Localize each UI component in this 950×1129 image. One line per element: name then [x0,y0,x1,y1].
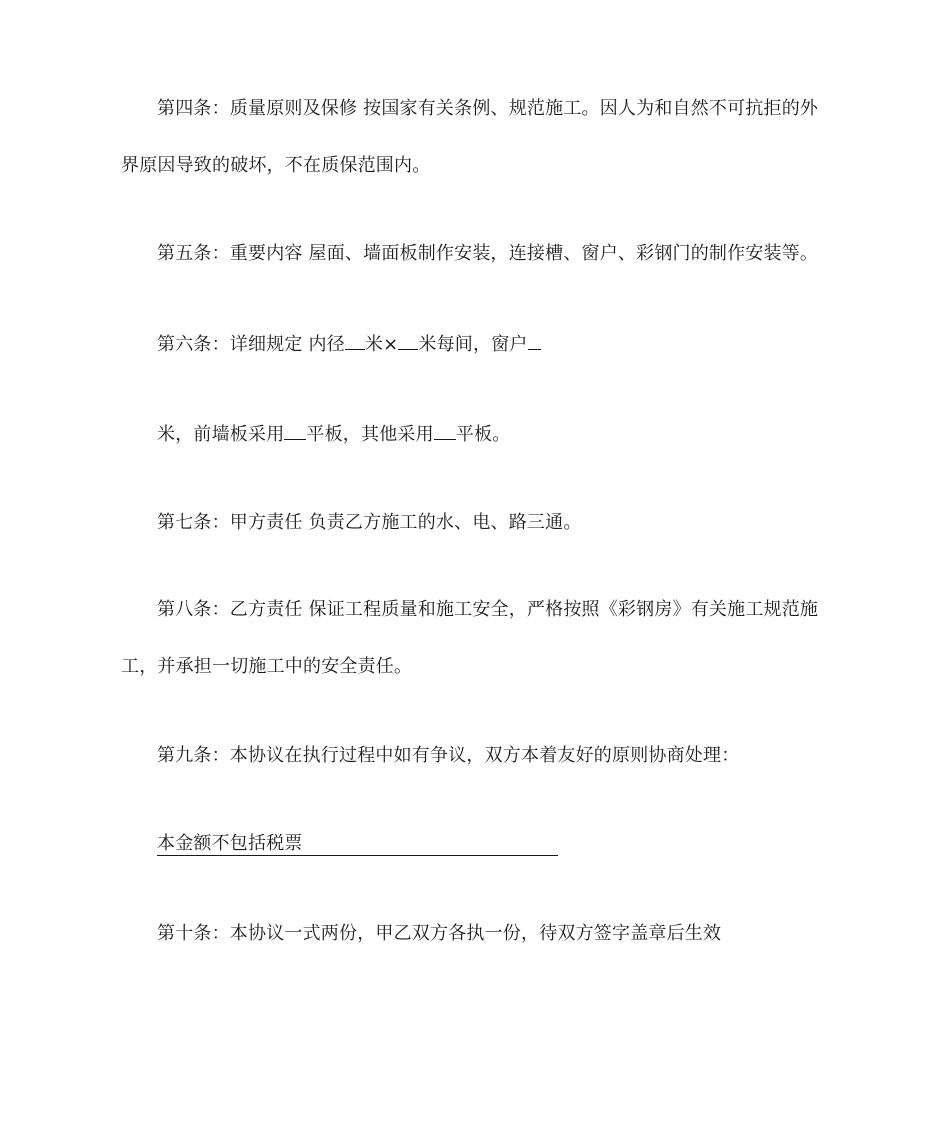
clause-4-line-1: 第四条：质量原则及保修 按国家有关条例、规范施工。因人为和自然不可抗拒的外 [157,98,819,119]
clause-6-text-d: 米，前墙板采用 [157,424,285,445]
clause-6-line-2 [157,423,510,446]
clause-5-line-1: 第五条：重要内容 屋面、墙面板制作安装，连接槽、窗户、彩钢门的制作安装等。 [157,243,819,264]
clause-8-line-2: 工，并承担一切施工中的安全责任。 [121,656,413,677]
clause-6-text-c: 米每间，窗户 [418,334,528,355]
clause-9-line-1: 第九条：本协议在执行过程中如有争议，双方本着友好的原则协商处理： [157,745,740,766]
clause-4-line-2: 界原因导致的破坏，不在质保范围内。 [121,155,431,176]
clause-6-line-1 [157,333,541,356]
clause-6-text-b: 米× [364,334,399,355]
blank-front-panel [284,423,306,440]
clause-6-text-e: 平板，其他采用 [306,424,434,445]
clause-10-line-1: 第十条：本协议一式两份，甲乙双方各执一份，待双方签字盖章后生效 [157,923,722,944]
blank-inner-length [345,333,365,350]
blank-other-panel [434,423,456,440]
blank-inner-width [398,333,418,350]
clause-6-text-a: 第六条：详细规定 内径 [157,334,345,355]
clause-8-line-1: 第八条：乙方责任 保证工程质量和施工安全，严格按照《彩钢房》有关施工规范施 [157,599,819,620]
clause-9-underlined-note: 本金额不包括税票 [157,833,558,856]
clause-7-line-1: 第七条：甲方责任 负责乙方施工的水、电、路三通。 [157,512,582,533]
clause-6-text-f: 平板。 [455,424,511,445]
blank-window-size [528,333,541,350]
